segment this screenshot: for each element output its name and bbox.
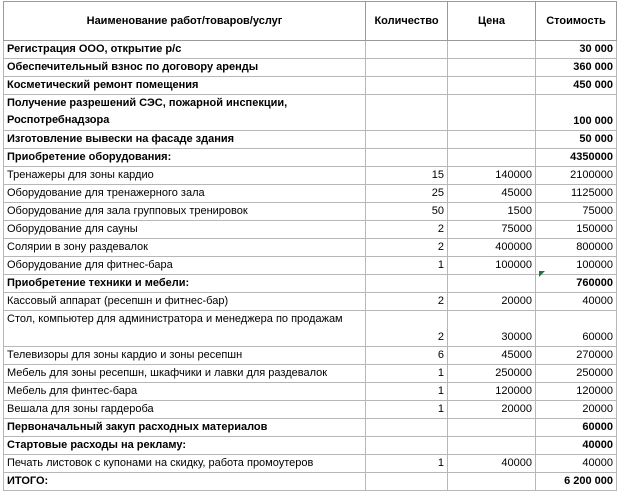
header-name[interactable]: Наименование работ/товаров/услуг xyxy=(4,2,366,41)
table-row xyxy=(4,41,617,59)
header-cost[interactable]: Стоимость xyxy=(536,2,617,41)
cell-price[interactable]: 400000 xyxy=(448,239,536,257)
cell-quantity[interactable] xyxy=(366,419,448,437)
cell-cost[interactable]: 60000 xyxy=(536,311,617,347)
table-row xyxy=(4,473,617,491)
cell-price[interactable]: 45000 xyxy=(448,185,536,203)
cell-price[interactable] xyxy=(448,59,536,77)
cell-quantity[interactable] xyxy=(366,149,448,167)
cell-name[interactable]: Оборудование для тренажерного зала xyxy=(4,185,366,203)
cell-name[interactable]: Мебель для зоны ресепшн, шкафчики и лавки для раздевалок xyxy=(4,365,366,383)
cell-cost[interactable]: 250000 xyxy=(536,365,617,383)
table-row xyxy=(4,311,617,347)
cell-price[interactable] xyxy=(448,41,536,59)
cell-cost[interactable]: 100000 xyxy=(536,257,617,275)
cell-cost[interactable]: 40000 xyxy=(536,455,617,473)
table-row xyxy=(4,347,617,365)
cell-quantity[interactable]: 2 xyxy=(366,311,448,347)
cell-cost[interactable]: 40000 xyxy=(536,437,617,455)
cell-price[interactable] xyxy=(448,473,536,491)
cell-price[interactable]: 20000 xyxy=(448,293,536,311)
cell-cost[interactable]: 360 000 xyxy=(536,59,617,77)
cell-cost[interactable]: 120000 xyxy=(536,383,617,401)
table-row xyxy=(4,437,617,455)
table-row xyxy=(4,203,617,221)
table-row xyxy=(4,455,617,473)
cell-cost[interactable]: 6 200 000 xyxy=(536,473,617,491)
table-row xyxy=(4,185,617,203)
cell-quantity[interactable]: 15 xyxy=(366,167,448,185)
table-row xyxy=(4,149,617,167)
cell-name[interactable]: Тренажеры для зоны кардио xyxy=(4,167,366,185)
cell-cost[interactable]: 760000 xyxy=(536,275,617,293)
cell-price[interactable] xyxy=(448,95,536,131)
cell-quantity[interactable] xyxy=(366,95,448,131)
cell-quantity[interactable] xyxy=(366,77,448,95)
cell-quantity[interactable] xyxy=(366,275,448,293)
cell-price[interactable]: 40000 xyxy=(448,455,536,473)
cell-name[interactable]: ИТОГО: xyxy=(4,473,366,491)
table-row xyxy=(4,131,617,149)
cell-quantity[interactable] xyxy=(366,131,448,149)
header-price[interactable]: Цена xyxy=(448,2,536,41)
cell-price[interactable] xyxy=(448,149,536,167)
cell-cost[interactable]: 20000 xyxy=(536,401,617,419)
cell-name[interactable]: Мебель для финтес-бара xyxy=(4,383,366,401)
table-row xyxy=(4,419,617,437)
table-row xyxy=(4,293,617,311)
cell-quantity[interactable] xyxy=(366,437,448,455)
cell-quantity[interactable]: 2 xyxy=(366,293,448,311)
comment-indicator xyxy=(539,271,545,277)
cell-cost[interactable]: 450 000 xyxy=(536,77,617,95)
cost-table xyxy=(3,1,617,491)
cell-price[interactable]: 1500 xyxy=(448,203,536,221)
table-row xyxy=(4,239,617,257)
cell-price[interactable] xyxy=(448,131,536,149)
cell-price[interactable]: 45000 xyxy=(448,347,536,365)
cell-quantity[interactable]: 1 xyxy=(366,383,448,401)
header-row xyxy=(4,2,617,41)
cell-quantity[interactable]: 50 xyxy=(366,203,448,221)
cell-name[interactable]: Изготовление вывески на фасаде здания xyxy=(4,131,366,149)
cell-cost[interactable]: 50 000 xyxy=(536,131,617,149)
cell-name[interactable]: Оборудование для сауны xyxy=(4,221,366,239)
cell-quantity[interactable]: 1 xyxy=(366,257,448,275)
cell-name[interactable]: Косметический ремонт помещения xyxy=(4,77,366,95)
cell-price[interactable]: 30000 xyxy=(448,311,536,347)
cell-cost[interactable]: 270000 xyxy=(536,347,617,365)
cell-cost[interactable]: 2100000 xyxy=(536,167,617,185)
cell-name[interactable]: Регистрация ООО, открытие р/с xyxy=(4,41,366,59)
table-row xyxy=(4,77,617,95)
table-row xyxy=(4,365,617,383)
table-row xyxy=(4,59,617,77)
cell-quantity[interactable] xyxy=(366,473,448,491)
cell-name[interactable]: Приобретение оборудования: xyxy=(4,149,366,167)
cell-price[interactable]: 140000 xyxy=(448,167,536,185)
cell-price[interactable] xyxy=(448,77,536,95)
cell-price[interactable]: 75000 xyxy=(448,221,536,239)
cell-cost[interactable]: 4350000 xyxy=(536,149,617,167)
header-quantity[interactable]: Количество xyxy=(366,2,448,41)
cell-name[interactable]: Приобретение техники и мебели: xyxy=(4,275,366,293)
cell-quantity[interactable]: 2 xyxy=(366,221,448,239)
cell-quantity[interactable]: 1 xyxy=(366,365,448,383)
cell-name[interactable]: Оборудование для зала групповых тренировок xyxy=(4,203,366,221)
cell-price[interactable]: 20000 xyxy=(448,401,536,419)
table-row xyxy=(4,383,617,401)
cell-quantity[interactable] xyxy=(366,59,448,77)
cell-name[interactable]: Телевизоры для зоны кардио и зоны ресепшн xyxy=(4,347,366,365)
table-body xyxy=(4,41,617,491)
cell-quantity[interactable]: 1 xyxy=(366,455,448,473)
cell-name[interactable]: Первоначальный закуп расходных материалов xyxy=(4,419,366,437)
cell-quantity[interactable]: 1 xyxy=(366,401,448,419)
cell-name[interactable]: Вешала для зоны гардероба xyxy=(4,401,366,419)
table-row xyxy=(4,221,617,239)
cell-cost[interactable]: 60000 xyxy=(536,419,617,437)
cell-name[interactable]: Печать листовок с купонами на скидку, работа промоутеров xyxy=(4,455,366,473)
cell-price[interactable] xyxy=(448,275,536,293)
table-row xyxy=(4,95,617,131)
cell-name[interactable]: Оборудование для фитнес-бара xyxy=(4,257,366,275)
table-row xyxy=(4,275,617,293)
table-row xyxy=(4,401,617,419)
cell-price[interactable]: 120000 xyxy=(448,383,536,401)
cell-name[interactable]: Стол, компьютер для администратора и менеджера по продажам xyxy=(4,311,366,347)
cell-name[interactable]: Стартовые расходы на рекламу: xyxy=(4,437,366,455)
cell-name[interactable]: Кассовый аппарат (ресепшн и фитнес-бар) xyxy=(4,293,366,311)
cell-quantity[interactable] xyxy=(366,41,448,59)
cell-price[interactable] xyxy=(448,419,536,437)
table-row xyxy=(4,167,617,185)
cell-quantity[interactable]: 2 xyxy=(366,239,448,257)
cell-cost[interactable]: 30 000 xyxy=(536,41,617,59)
cell-cost[interactable]: 1125000 xyxy=(536,185,617,203)
cell-name[interactable]: Солярии в зону раздевалок xyxy=(4,239,366,257)
cell-quantity[interactable]: 6 xyxy=(366,347,448,365)
cell-name[interactable]: Обеспечительный взнос по договору аренды xyxy=(4,59,366,77)
cell-price[interactable] xyxy=(448,437,536,455)
cell-cost[interactable]: 150000 xyxy=(536,221,617,239)
cell-name[interactable]: Получение разрешений СЭС, пожарной инспекции, Роспотребнадзора xyxy=(4,95,366,131)
table-row xyxy=(4,257,617,275)
cell-quantity[interactable]: 25 xyxy=(366,185,448,203)
cell-price[interactable]: 100000 xyxy=(448,257,536,275)
cell-cost[interactable]: 40000 xyxy=(536,293,617,311)
cell-cost[interactable]: 75000 xyxy=(536,203,617,221)
cell-cost[interactable]: 800000 xyxy=(536,239,617,257)
cell-price[interactable]: 250000 xyxy=(448,365,536,383)
cell-cost[interactable]: 100 000 xyxy=(536,95,617,131)
